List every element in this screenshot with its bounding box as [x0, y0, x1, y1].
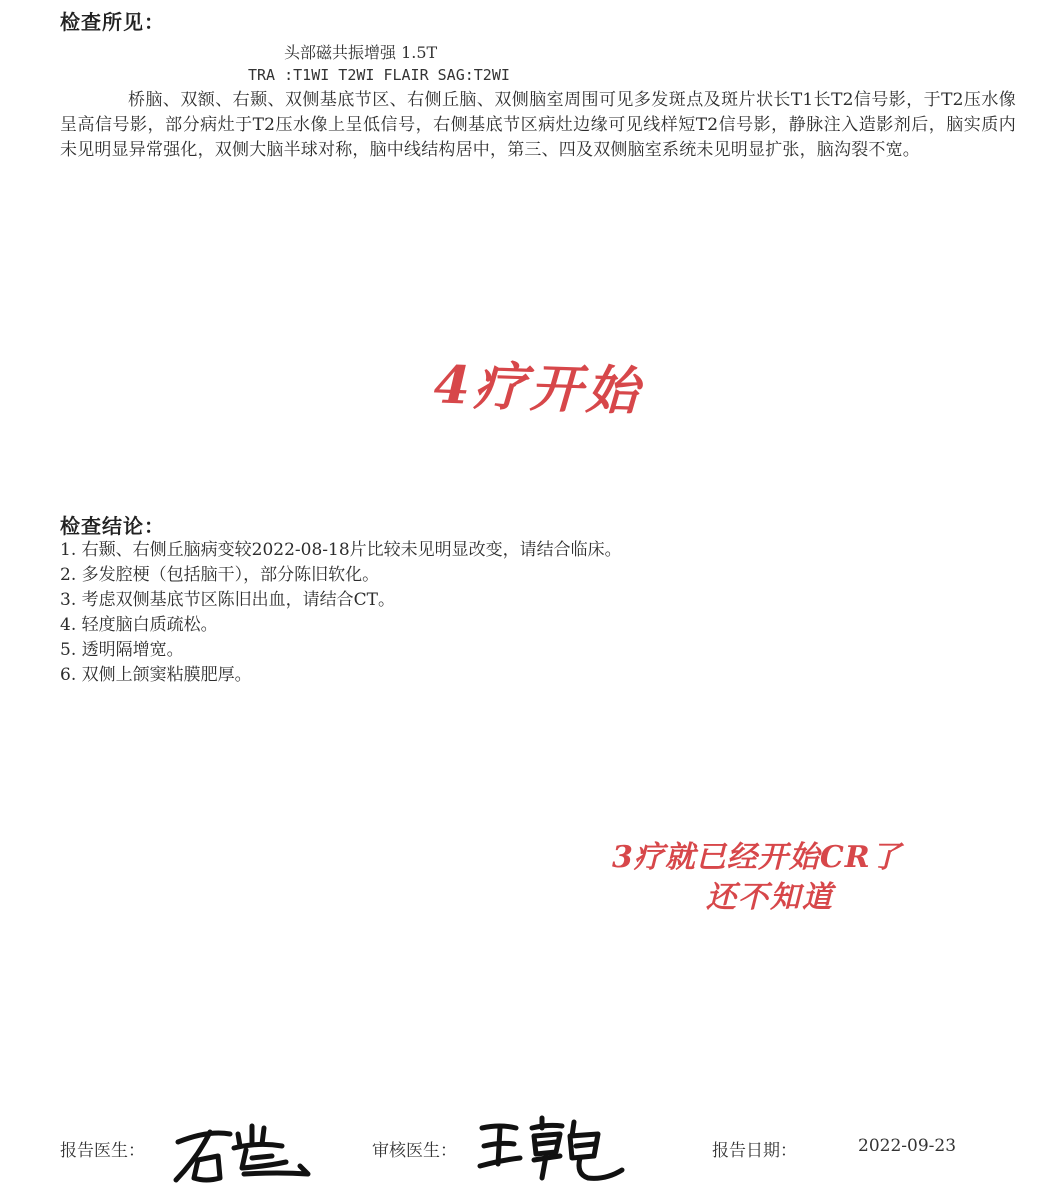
handwritten-note-line2: 还不知道	[706, 880, 834, 915]
handwritten-note-large: 4疗开始	[432, 354, 644, 423]
scan-title: 头部磁共振增强 1.5T	[284, 43, 438, 62]
conclusion-item: 4. 轻度脑白质疏松。	[60, 615, 218, 635]
report-doctor-label: 报告医生：	[60, 1141, 145, 1161]
conclusion-list	[60, 538, 622, 688]
findings-heading: 检查所见：	[60, 10, 165, 34]
conclusion-item: 5. 透明隔增宽。	[60, 640, 184, 660]
conclusion-item: 1. 右颞、右侧丘脑病变较2022-08-18片比较未见明显改变，请结合临床。	[60, 540, 622, 560]
conclusion-item: 6. 双侧上颌窦粘膜肥厚。	[60, 665, 252, 685]
report-date-label: 报告日期：	[712, 1141, 797, 1161]
handwritten-note-line1: 3疗就已经开始CR了	[612, 840, 902, 875]
reviewer-label: 审核医生：	[372, 1141, 457, 1161]
findings-body: 桥脑、双额、右颞、双侧基底节区、右侧丘脑、双侧脑室周围可见多发斑点及斑片状长T1长T2信号影，于T2压水像呈高信号影，部分病灶于T2压水像上呈低信号，右侧基底节区病灶边缘可见线样短T2信号影，静脉注入造影剂后，脑实质内未见明显异常强化，双侧大脑半球对称，脑中线结构居中，第三、四及双侧脑室系统未见明显扩张，脑沟裂不宽。	[60, 90, 1016, 160]
doctor-signature	[168, 1112, 318, 1188]
reviewer-signature	[476, 1108, 626, 1188]
conclusion-item: 2. 多发腔梗（包括脑干），部分陈旧软化。	[60, 565, 380, 585]
scan-sequences: TRA :T1WI T2WI FLAIR SAG:T2WI	[248, 66, 510, 84]
conclusion-item: 3. 考虑双侧基底节区陈旧出血，请结合CT。	[60, 590, 395, 610]
conclusion-heading: 检查结论：	[60, 514, 165, 538]
report-date: 2022-09-23	[858, 1136, 957, 1156]
